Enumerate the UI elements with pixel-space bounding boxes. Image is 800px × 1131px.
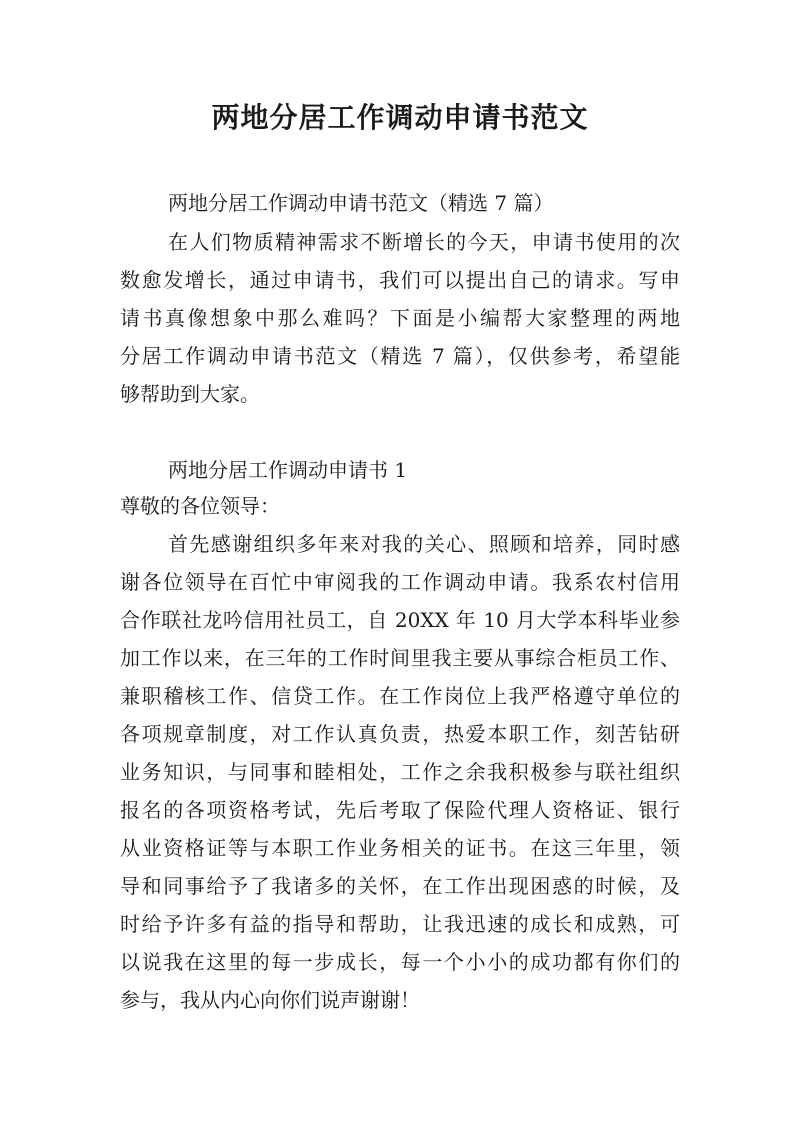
letter-paragraph-line: 谢各位领导在百忙中审阅我的工作调动申请。我系农村信用 [120, 570, 680, 594]
intro-paragraph-line: 够帮助到大家。 [120, 382, 260, 406]
letter-paragraph-line: 参与，我从内心向你们说声谢谢！ [120, 988, 420, 1012]
letter-paragraph-line: 以说我在这里的每一步成长，每一个小小的成功都有你们的 [120, 950, 680, 974]
intro-paragraph-line: 分居工作调动申请书范文（精选 7 篇），仅供参考，希望能 [120, 344, 680, 368]
intro-paragraph-line: 请书真像想象中那么难吗？下面是小编帮大家整理的两地 [120, 306, 680, 330]
letter-paragraph-line: 导和同事给予了我诸多的关怀，在工作出现困惑的时候，及 [120, 874, 680, 898]
letter-paragraph-line: 从业资格证等与本职工作业务相关的证书。在这三年里，领 [120, 836, 680, 860]
letter-paragraph-line: 时给予许多有益的指导和帮助，让我迅速的成长和成熟，可 [120, 912, 680, 936]
document-title: 两地分居工作调动申请书范文 [211, 101, 589, 134]
letter-heading: 两地分居工作调动申请书 1 [168, 458, 408, 482]
letter-salutation: 尊敬的各位领导： [120, 494, 280, 518]
letter-paragraph-line: 各项规章制度，对工作认真负责，热爱本职工作，刻苦钻研 [120, 722, 680, 746]
letter-paragraph-line: 合作联社龙吟信用社员工，自 20XX 年 10 月大学本科毕业参 [120, 608, 680, 632]
intro-paragraph-line: 在人们物质精神需求不断增长的今天，申请书使用的次 [168, 230, 680, 254]
letter-paragraph-line: 加工作以来，在三年的工作时间里我主要从事综合柜员工作、 [120, 646, 680, 670]
letter-paragraph-line: 兼职稽核工作、信贷工作。在工作岗位上我严格遵守单位的 [120, 684, 680, 708]
intro-subtitle: 两地分居工作调动申请书范文（精选 7 篇） [168, 191, 554, 215]
letter-paragraph-line: 报名的各项资格考试，先后考取了保险代理人资格证、银行 [120, 798, 680, 822]
intro-paragraph-line: 数愈发增长，通过申请书，我们可以提出自己的请求。写申 [120, 268, 680, 292]
letter-paragraph-line: 首先感谢组织多年来对我的关心、照顾和培养，同时感 [168, 532, 680, 556]
letter-paragraph-line: 业务知识，与同事和睦相处，工作之余我积极参与联社组织 [120, 760, 680, 784]
